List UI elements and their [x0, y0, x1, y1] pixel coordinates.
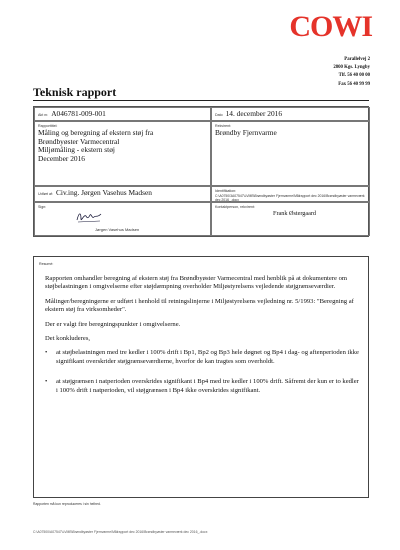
akt-value: A046781-009-001	[51, 109, 106, 118]
address-line: Tlf. 56 40 00 00	[338, 73, 370, 79]
sign-cell	[34, 202, 211, 236]
rapporttitel-line: December 2016	[38, 153, 85, 163]
address-line: Fax 56 40 99 99	[338, 81, 370, 87]
rekvirent-label: Rekvirent:	[215, 124, 232, 128]
address-line: 2800 Kgs. Lyngby	[333, 65, 370, 71]
identifikation-label: Identifikation:	[215, 189, 237, 193]
rapporttitel-label: Rapporttitel:	[38, 124, 58, 128]
bullet-text: at støjgrænsen i natperioden overskrides signifikant i Bp4 med tre kedler i 100% drift. Såfremt der kun er to kedler i 100% drift i natperioden, vil støjgrænsen i Bp4 ikke overskrides signifikant.	[56, 378, 359, 394]
summary-label: Resumé:	[39, 262, 54, 266]
udfoert-cell	[34, 186, 211, 202]
udfoert-value: Civ.ing. Jørgen Vasehus Madsen	[55, 188, 152, 197]
kontakt-label: Kontaktperson, rekvirent:	[215, 205, 255, 209]
rapporttitel-line: Miljømåling - ekstern støj	[38, 145, 115, 155]
summary-paragraph: Der er valgt fire beregningspunkter i omgivelserne.	[45, 320, 181, 328]
bullet-marker: •	[45, 378, 48, 386]
identifikation-cell	[211, 186, 370, 202]
rapporttitel-cell	[34, 121, 211, 186]
kontakt-value: Frank Østergaard	[273, 210, 317, 217]
dato-value: 14. december 2016	[225, 109, 283, 118]
kontakt-cell	[211, 202, 370, 236]
rapporttitel-line: Brøndbyøster Varmecentral	[38, 136, 120, 146]
akt-label: Akt nr.	[38, 113, 49, 117]
summary-body	[45, 275, 361, 407]
document-title: Teknisk rapport	[33, 85, 117, 99]
summary-paragraph: Det konkluderes,	[45, 335, 91, 343]
sign-label: Sign:	[38, 205, 47, 209]
company-logo: COWI	[289, 10, 372, 43]
rapporttitel-line: Måling og beregning af ekstern støj fra	[38, 128, 154, 137]
conclusion-bullet	[45, 378, 361, 395]
conclusion-bullet	[45, 349, 361, 366]
akt-cell	[34, 107, 211, 121]
reproduction-note: Rapporten må kun reproduceres i sin helhed.	[33, 502, 101, 506]
report-info-table	[33, 106, 369, 237]
handwritten-signature	[75, 210, 103, 224]
address-line: Parallelvej 2	[344, 57, 370, 62]
file-path-footer: C:\A07500\A07547\LVMB\Brøndbyøster Fjernvarme\Målrapport dec 2016\Brøndbyøster varmeværk dec 2016_.docx	[33, 530, 208, 534]
company-address	[333, 56, 370, 89]
summary-box	[33, 256, 369, 498]
bullet-marker: •	[45, 349, 48, 357]
dato-label: Dato	[215, 113, 223, 117]
udfoert-label: Udført af:	[38, 192, 53, 196]
rekvirent-value: Brøndby Fjernvarme	[215, 128, 277, 137]
bullet-text: at støjbelastningen med tre kedler i 100% drift i Bp1, Bp2 og Bp3 hele døgnet og Bp4 i dag- og aftenperioden ikke signifikant overskrider støjgrænseværdierne, hvorfor de kan tragtes som overholdt.	[56, 349, 359, 365]
summary-paragraph: Rapporten omhandler beregning af ekstern støj fra Brøndbyøster Varmecentral med henblik på at dokumentere om støjbelastningen i omgivelserne efter støjdæmpning overholder Miljøstyrelsens vejledende støjgrænseværdier.	[45, 275, 347, 291]
identifikation-value: C:\A0750\3A07547\LVMB\Brøndbyøster Fjernvarme\Målrapport dec 2016\Brøndbyøster varmeværk dec 2016_.docx	[215, 194, 365, 203]
dato-cell	[211, 107, 370, 121]
rekvirent-cell	[211, 121, 370, 186]
signer-name: Jørgen Vasehus Madsen	[95, 227, 140, 232]
title-divider	[33, 100, 369, 101]
summary-paragraph: Målinger/beregningerne er udført i henhold til retningslinjerne i Miljøstyrelsens vejledning nr. 5/1993: "Beregning af ekstern støj fra virksomheder".	[45, 297, 354, 314]
